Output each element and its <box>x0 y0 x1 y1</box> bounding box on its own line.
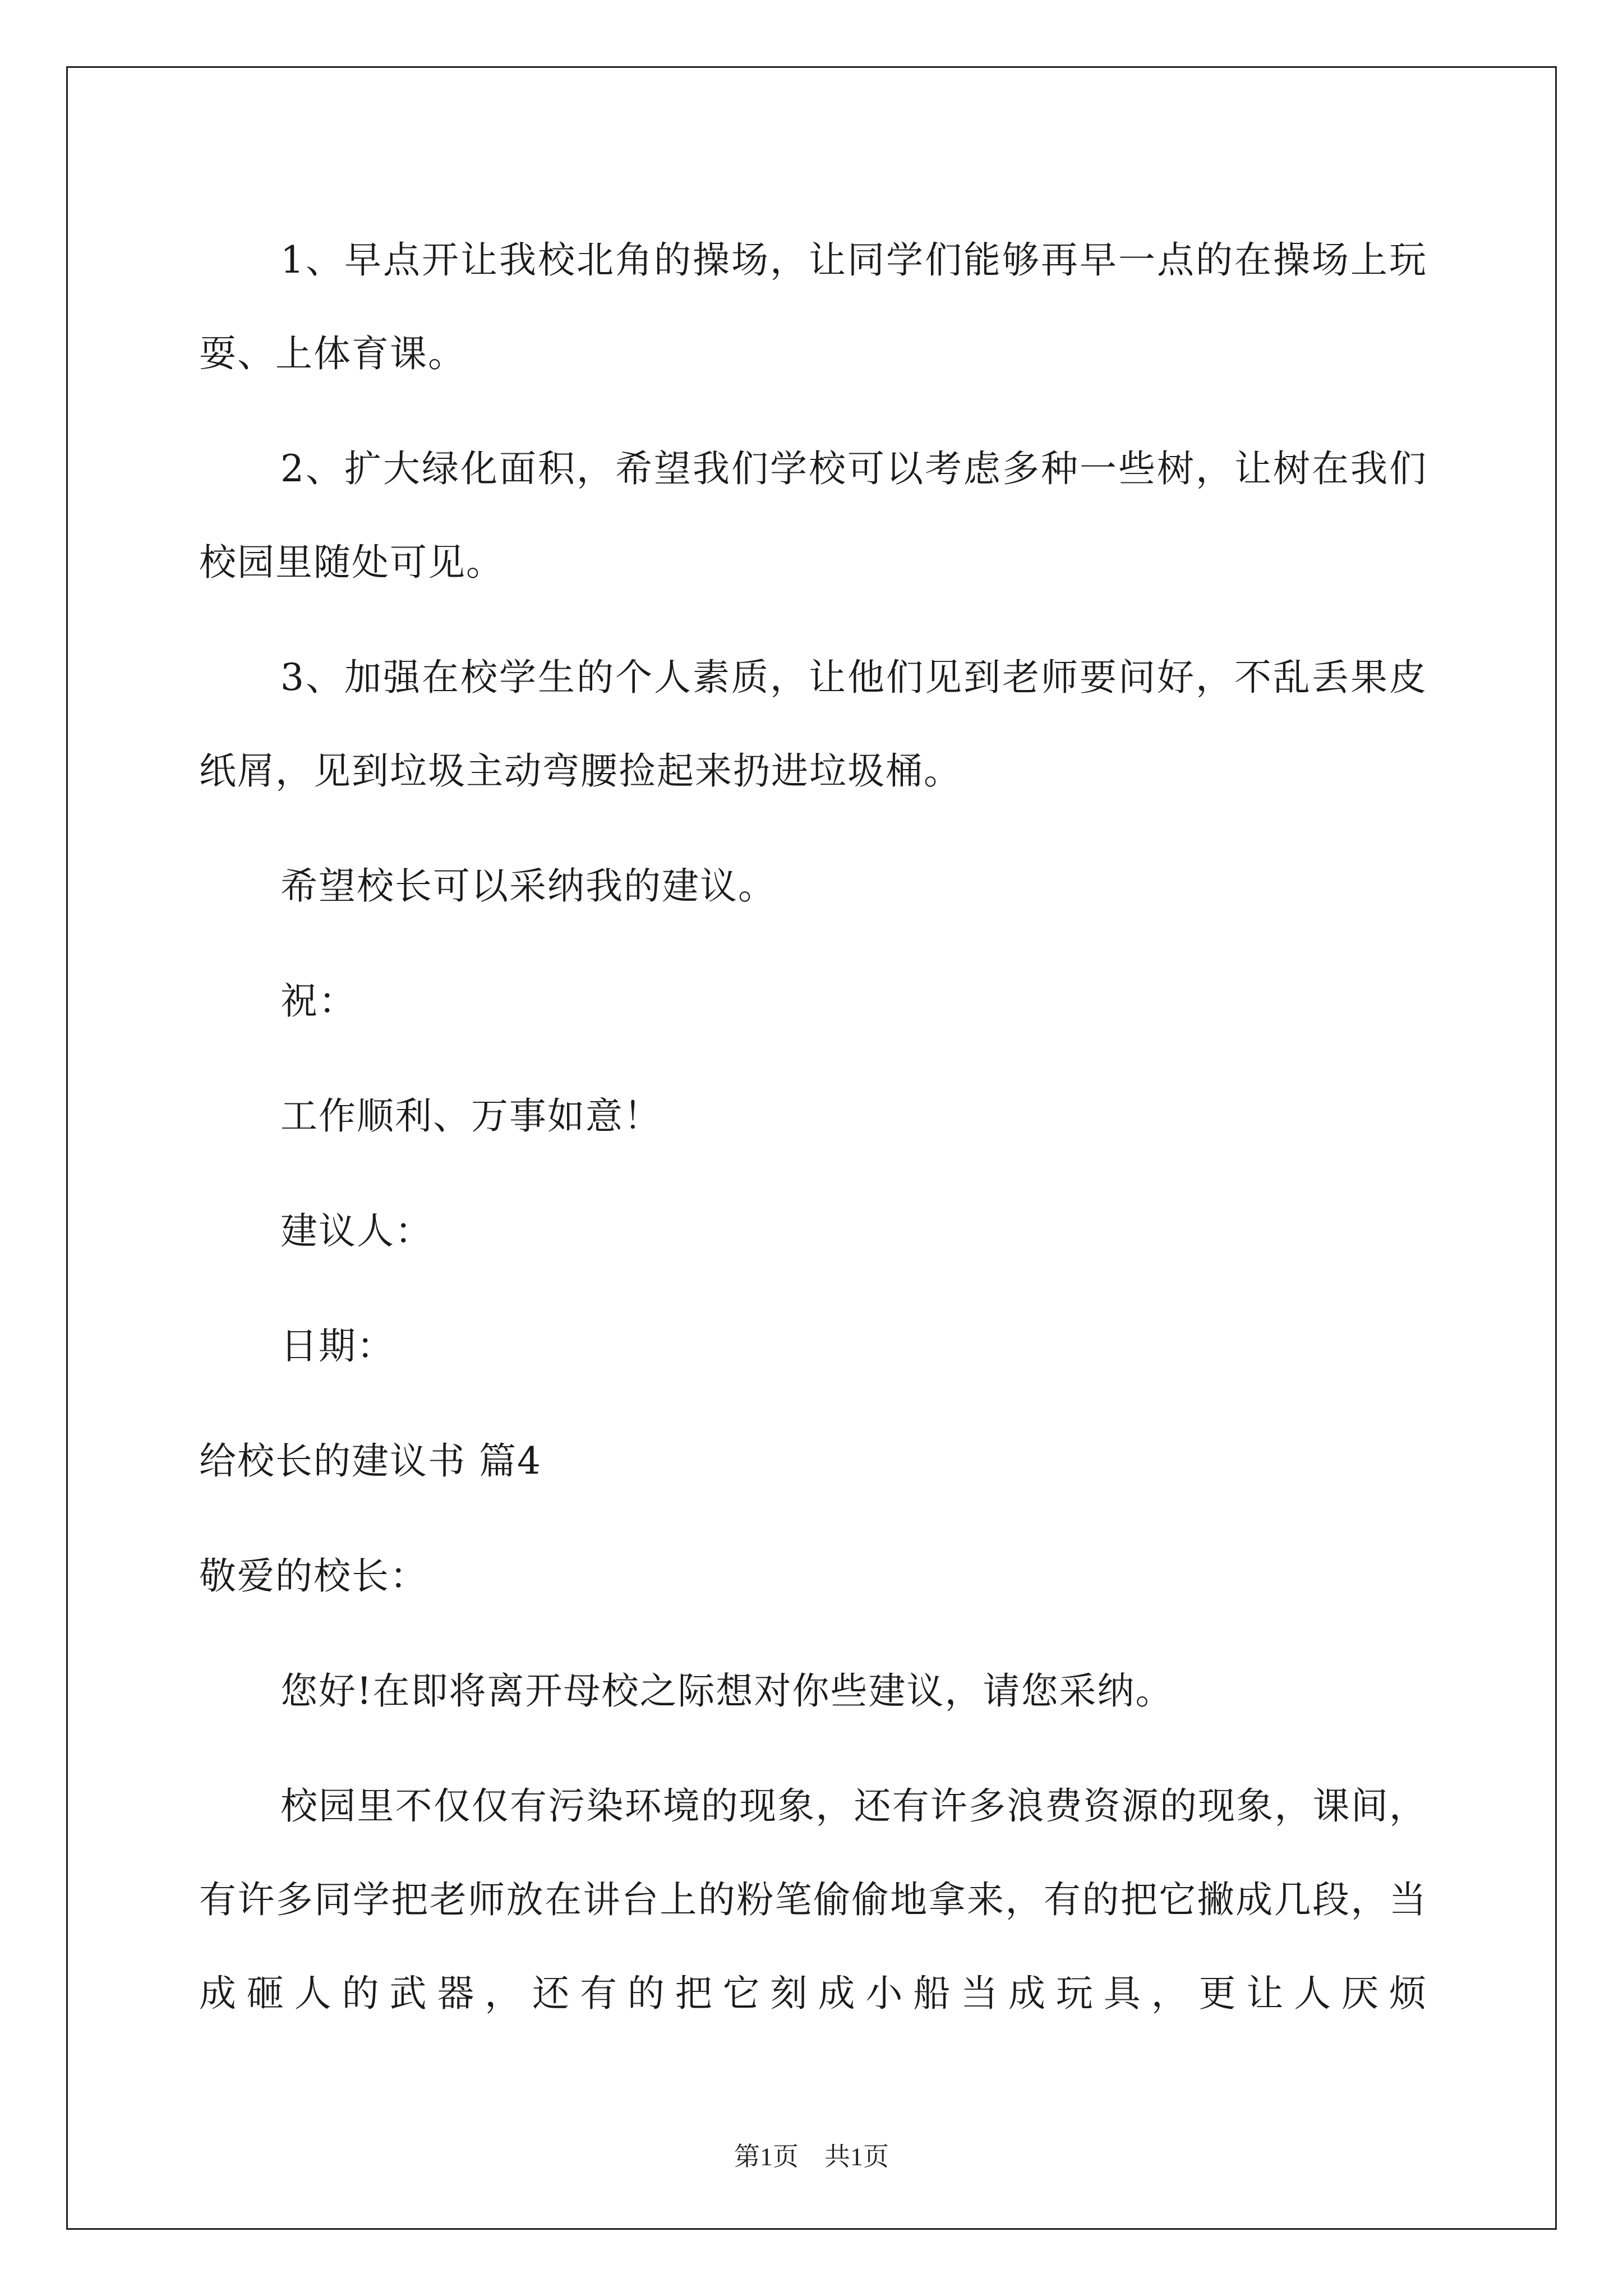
document-body <box>199 213 1427 2062</box>
closing-wish-label: 祝： <box>280 979 357 1023</box>
section-heading: 给校长的建议书 篇4 <box>199 1439 542 1483</box>
paragraph-4: 希望校长可以采纳我的建议。 <box>280 864 776 908</box>
closing-wish: 工作顺利、万事如意！ <box>280 1094 662 1138</box>
paragraph-2: 2、扩大绿化面积，希望我们学校可以考虑多种一些树，让树在我们校园里随处可见。 <box>199 447 1427 584</box>
paragraph-body: 校园里不仅仅有污染环境的现象，还有许多浪费资源的现象，课间，有许多同学把老师放在讲台上的粉笔偷偷地拿来，有的把它撇成几段，当成砸人的武器，还有的把它刻成小船当成玩具，更让人厌烦 <box>199 1784 1427 2015</box>
paragraph-greeting: 您好!在即将离开母校之际想对你些建议，请您采纳。 <box>280 1669 1174 1713</box>
page-footer: 第1页 共1页 <box>734 2142 889 2171</box>
signer-label: 建议人： <box>280 1209 433 1253</box>
date-label: 日期： <box>280 1324 395 1368</box>
salutation: 敬爱的校长： <box>199 1554 428 1598</box>
paragraph-3: 3、加强在校学生的个人素质，让他们见到老师要问好，不乱丢果皮纸屑，见到垃圾主动弯腰捡起来扔进垃圾桶。 <box>199 656 1427 793</box>
paragraph-1: 1、早点开让我校北角的操场，让同学们能够再早一点的在操场上玩耍、上体育课。 <box>199 238 1427 375</box>
